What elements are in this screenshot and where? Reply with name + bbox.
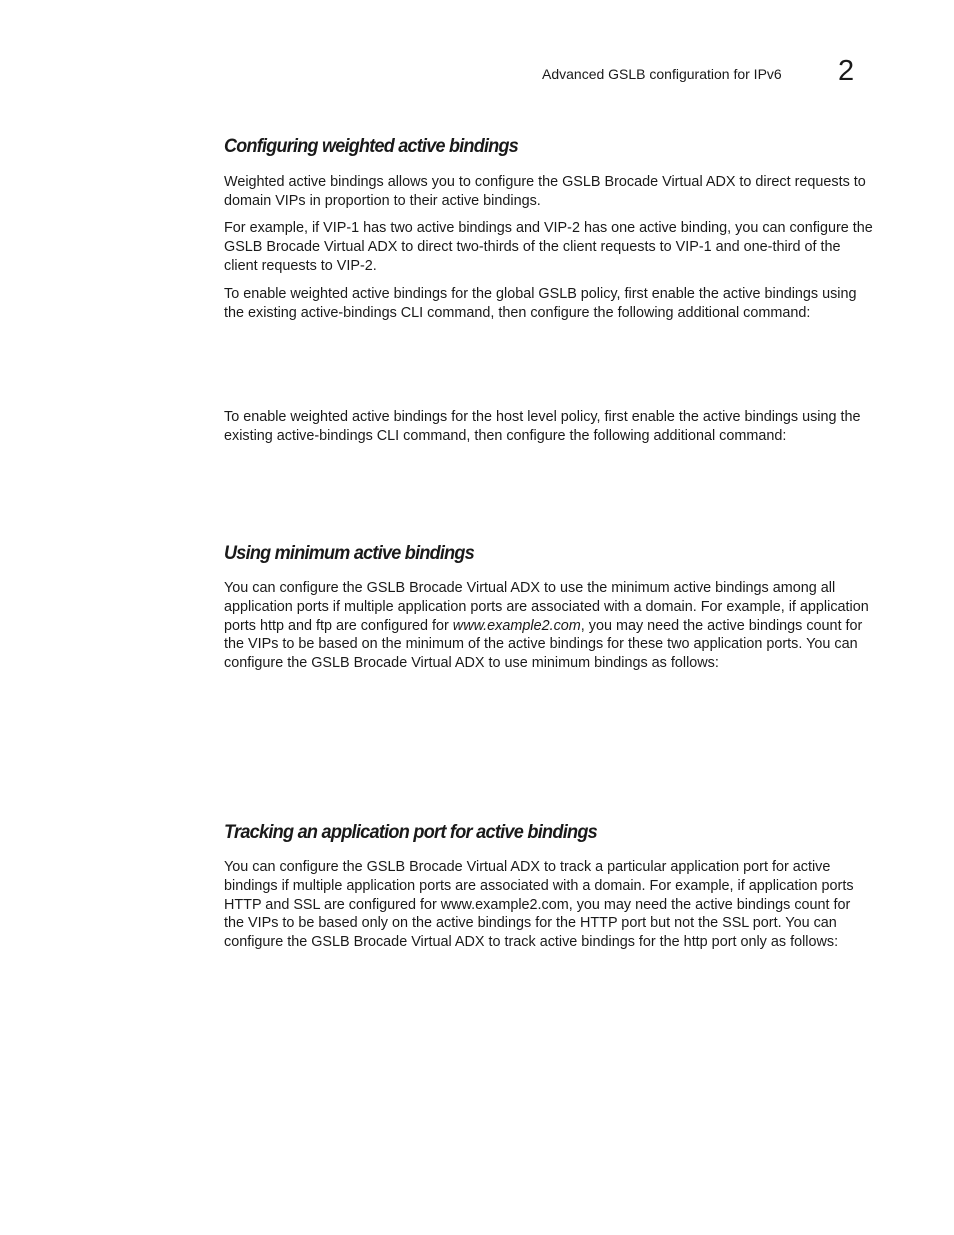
paragraph-weighted-host-policy: To enable weighted active bindings for the host level policy, first enable the active bindings using the existing active-bindings CLI command, then configure the following additional command: [224,409,861,444]
section-heading-tracking-application-port: Tracking an application port for active bindings [224,821,597,843]
section-heading-weighted-active-bindings: Configuring weighted active bindings [224,135,518,157]
paragraph-weighted-intro: Weighted active bindings allows you to configure the GSLB Brocade Virtual ADX to direct requests to domain VIPs in proportion to their active bindings. [224,174,866,209]
paragraph-weighted-example: For example, if VIP-1 has two active bindings and VIP-2 has one active binding, you can configure the GSLB Brocade Virtual ADX to direct two-thirds of the client requests to VIP-1 and one-third of the client requests to VIP-2. [224,220,873,274]
paragraph-tracking-port: You can configure the GSLB Brocade Virtual ADX to track a particular application port for active bindings if multiple application ports are associated with a domain. For example, if application ports HTTP and SSL are configured for www.example2.com, you may need the active bindings count for the VIPs to be based only on the active bindings for the HTTP port but not the SSL port. You can configure the GSLB Brocade Virtual ADX to track active bindings for the http port only as follows: [224,859,854,951]
paragraph-minimum-text-start: You can configure the GSLB Brocade Virtual ADX to use the minimum active bindings among all application ports if multiple application ports are associated with a domain. For example, if application ports http and ftp are configured for [224,580,869,634]
section-heading-minimum-active-bindings: Using minimum active bindings [224,542,474,564]
running-header: Advanced GSLB configuration for IPv6 [542,66,782,82]
paragraph-minimum-text-end: , you may need the active bindings count for the VIPs to be based on the minimum of the active bindings for these two application ports. You can configure the GSLB Brocade Virtual ADX to use minimum bindings as follows: [224,617,863,672]
example-domain-emphasis: www.example2.com [452,617,581,634]
chapter-number: 2 [838,55,855,87]
paragraph-weighted-global-policy: To enable weighted active bindings for the global GSLB policy, first enable the active bindings using the existing active-bindings CLI command, then configure the following additional command: [224,286,857,321]
paragraph-minimum-bindings [224,579,874,673]
